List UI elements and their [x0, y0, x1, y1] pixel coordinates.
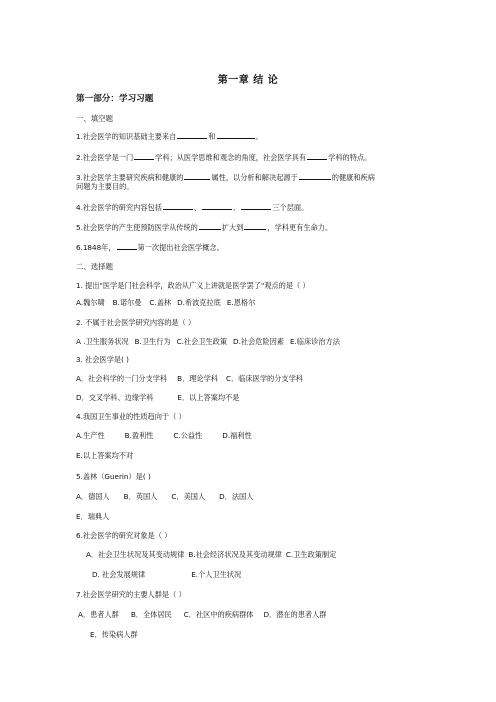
part-heading: 第一部分：学习习题: [76, 94, 154, 104]
fill-question-2: 2.社会医学是一门 学科；从医学思维和观念的角度，社会医学具有 学科的特点。: [76, 153, 372, 162]
answer-blank: [177, 131, 207, 139]
choice-question-6: 6.社会医学的研究对象是（ ）: [76, 531, 172, 540]
answer-blank: [307, 152, 327, 160]
choice-options-1: A.魏尔啸 B.诺尔曼 C.盖林 D.希波克拉底 E.恩格尔: [76, 298, 256, 307]
fill-question-3-cont: 问题为主要目的。: [76, 182, 134, 191]
fill-question-6: 6.1848年， 第一次提出社会医学概念。: [76, 243, 224, 252]
fill-question-3: 3.社会医学主要研究疾病和健康的 属性，以分析和解决起源于 的健康和疾病: [76, 173, 375, 182]
answer-blank: [199, 222, 221, 230]
answer-blank: [217, 131, 255, 139]
choice-options-7: A．患者人群 B．全体居民 C．社区中的疾病群体 D．潜在的患者人群: [78, 610, 327, 619]
fill-question-4: 4.社会医学的研究内容包括 、 、 三个层面。: [76, 203, 309, 212]
choice-option-7e: E．传染病人群: [90, 630, 138, 639]
fill-question-5: 5.社会医学的产生使预防医学从传统的 扩大到 ，学科更有生命力。: [76, 223, 333, 232]
fill-question-1: 1.社会医学的知识基础主要来自 和 。: [76, 132, 263, 141]
choice-options-4: A.生产性 B.盈利性 C.公益性 D.福利性: [76, 431, 252, 440]
choice-question-5: 5.盖林（Guerin）是( ): [76, 472, 151, 481]
choice-question-7: 7.社会医学研究的主要人群是（ ）: [76, 590, 186, 599]
answer-blank: [134, 152, 154, 160]
section-heading-fill: 一、填空题: [76, 114, 113, 123]
choice-options-3b: D．交叉学科、边缘学科 E．以上答案均不是: [76, 393, 240, 402]
choice-option-5e: E．瑞典人: [76, 512, 110, 521]
choice-question-2: 2. 不属于社会医学研究内容的是（ ）: [76, 318, 196, 327]
choice-option-4e: E.以上答案均不对: [76, 451, 134, 460]
answer-blank: [241, 202, 271, 210]
choice-question-1: 1. 提出"医学是门社会科学，政治从广义上讲就是医学罢了"观点的是（ ）: [76, 281, 310, 290]
chapter-title: 第一章 结 论: [217, 75, 279, 86]
answer-blank: [184, 172, 210, 180]
choice-options-6a: A．社会卫生状况及其变动规律 B.社会经济状况及其变动规律 C.卫生政策制定: [86, 550, 337, 559]
choice-options-2: A .卫生服务状况 B.卫生行为 C.社会卫生政策 D.社会危险因素 E.临床诊治方法: [76, 337, 340, 346]
answer-blank: [244, 222, 266, 230]
answer-blank: [202, 202, 232, 210]
answer-blank: [299, 172, 331, 180]
choice-options-5: A．德国人 B．英国人 C．美国人 D．法国人: [76, 492, 254, 501]
answer-blank: [163, 202, 193, 210]
answer-blank: [117, 242, 137, 250]
choice-options-3a: A．社会科学的一门分支学科 B．理论学科 C．临床医学的分支学科: [76, 374, 303, 383]
section-heading-choice: 二、选择题: [76, 262, 113, 271]
choice-question-4: 4.我国卫生事业的性质趋向于（ ）: [76, 412, 186, 421]
choice-options-6b: D. 社会发展规律 E.个人卫生状况: [92, 570, 242, 579]
choice-question-3: 3. 社会医学是( ): [76, 355, 129, 364]
